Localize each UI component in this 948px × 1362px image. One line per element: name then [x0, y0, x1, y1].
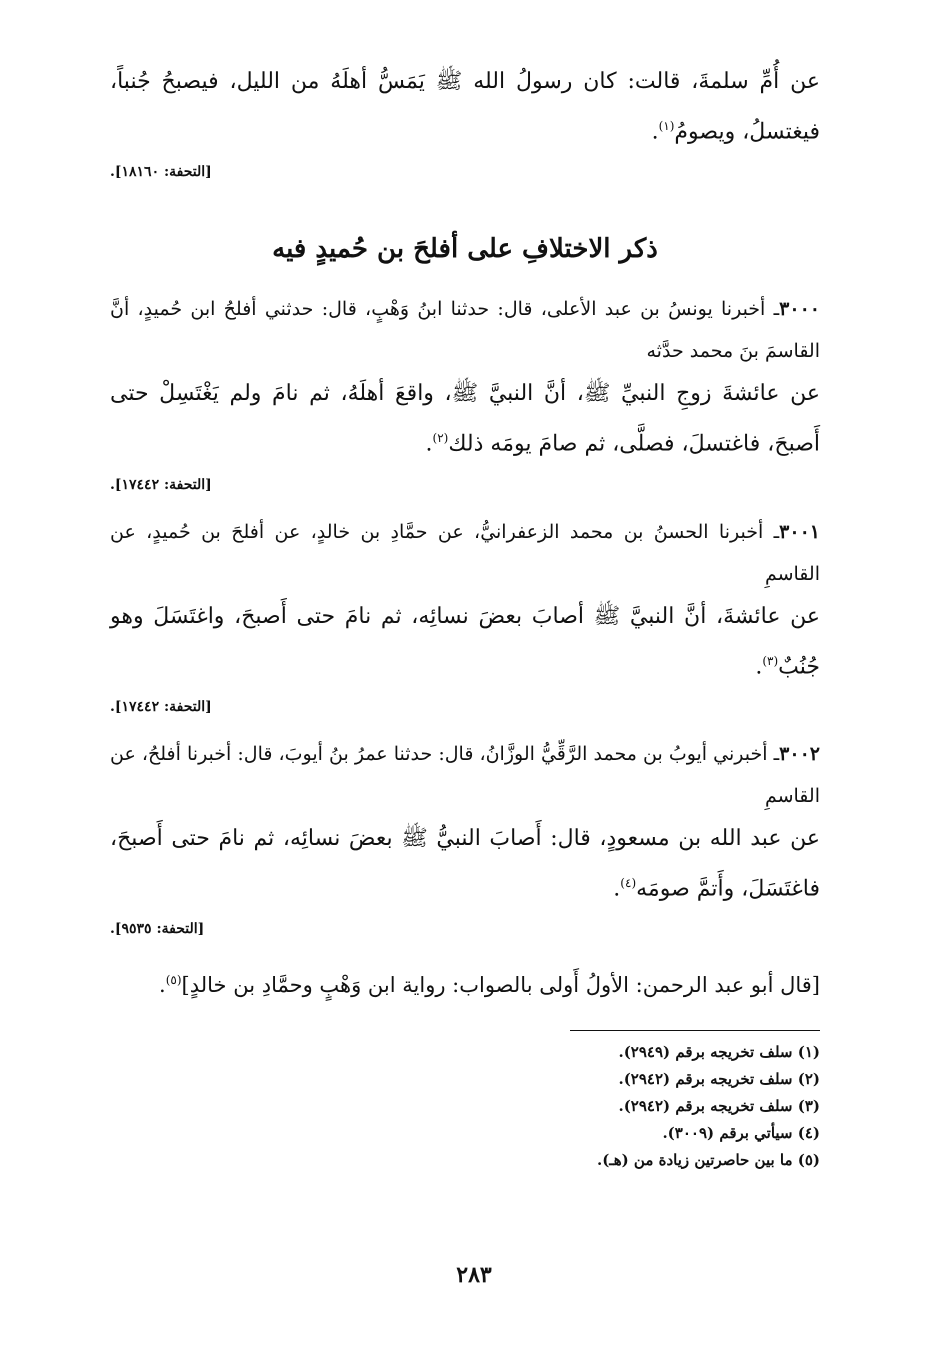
hadith-3000-matn: [110, 372, 820, 466]
author-comment-end: .: [159, 973, 166, 998]
footnote-1: (١) سلف تخريجه برقم (٢٩٤٩).: [618, 1043, 820, 1062]
author-comment: [110, 957, 820, 1008]
footnote-4: (٤) سيأتي برقم (٣٠٠٩).: [662, 1124, 820, 1143]
footnote-5: (٥) ما بين حاصرتين زيادة من (هـ).: [596, 1151, 820, 1170]
page-body: [110, 60, 820, 1174]
hadith-3001-end: .: [755, 653, 763, 679]
intro-end: .: [651, 119, 659, 145]
page-number: ٢٨٣: [456, 1262, 492, 1288]
section-heading: ذكر الاختلافِ على أفلحَ بن حُميدٍ فيه: [272, 234, 658, 265]
hadith-3002-matn: [110, 817, 820, 911]
footnote-separator: [570, 1030, 820, 1031]
tuhfa-ref-3001: [التحفة: ١٧٤٤٢].: [110, 698, 212, 715]
footnote-marker-5: (٥): [165, 973, 182, 988]
footnote-2: (٢) سلف تخريجه برقم (٢٩٤٢).: [618, 1070, 820, 1089]
tuhfa-ref-3002: [التحفة: ٩٥٣٥].: [110, 921, 205, 938]
hadith-3001-isnad: [110, 511, 820, 595]
intro-matn: [110, 60, 820, 154]
intro-matn-text: عن أُمِّ سلمةَ، قالت: كان رسولُ الله ﷺ يَمَسُّ أهلَهُ من الليل، فيصبحُ جُنباً، فيغتسلُ، ويصومُ: [110, 69, 820, 145]
tuhfa-ref-3000: [التحفة: ١٧٤٤٢].: [110, 476, 212, 493]
author-comment-text: [قال أبو عبد الرحمن: الأولُ أَولى بالصواب: رواية ابن وَهْبٍ وحمَّادِ بن خالدٍ]: [181, 973, 820, 998]
hadith-number-3000: ٣٠٠٠: [779, 298, 820, 321]
hadith-number-3001: ٣٠٠١: [779, 520, 820, 543]
hadith-3001-matn-text: عن عائشةَ، أنَّ النبيَّ ﷺ أصابَ بعضَ نسائِه، ثم نامَ حتى أَصبحَ، واغتَسَلَ وهو جُنُبٌ: [110, 603, 820, 679]
footnote-marker-1: (١): [658, 119, 675, 133]
tuhfa-ref-intro: [التحفة: ١٨١٦٠].: [110, 164, 212, 181]
hadith-3001-matn: [110, 595, 820, 689]
hadith-3000-matn-text: عن عائشةَ زوجِ النبيِّ ﷺ، أنَّ النبيَّ ﷺ، واقعَ أهلَهُ، ثم نامَ ولم يَغْتَسِلْ حتى أَصبحَ، فاغتسلَ، فصلَّى، ثم صامَ يومَه ذلك: [110, 381, 820, 457]
hadith-3002-matn-text: عن عبد الله بن مسعودٍ، قال: أَصابَ النبيُّ ﷺ بعضَ نسائِه، ثم نامَ حتى أَصبحَ، فاغتَسَلَ، وأَتمَّ صومَه: [110, 825, 820, 902]
hadith-number-3002: ٣٠٠٢: [779, 742, 820, 765]
hadith-3002-isnad: [110, 733, 820, 817]
hadith-3000-isnad-text: ـ أخبرنا يونسُ بن عبد الأعلى، قال: حدثنا ابنُ وَهْبٍ، قال: حدثني أفلحُ ابن حُميدٍ، أنَّ القاسمَ بنَ محمد حدَّثه: [110, 298, 820, 363]
hadith-3000-isnad: [110, 288, 820, 372]
footnote-marker-2: (٢): [432, 431, 449, 446]
footnote-3: (٣) سلف تخريجه برقم (٢٩٤٢).: [618, 1097, 820, 1116]
hadith-3000-end: .: [425, 431, 433, 457]
hadith-3002-isnad-text: ـ أخبرني أيوبُ بن محمد الرَّقِّيُّ الوزَّانُ، قال: حدثنا عمرُ بنُ أيوبَ، قال: أخبرنا أفلحُ، عن القاسمِ: [110, 742, 820, 807]
footnote-marker-4: (٤): [620, 875, 637, 890]
hadith-3001-isnad-text: ـ أخبرنا الحسنُ بن محمد الزعفرانيُّ، عن حمَّادِ بن خالدٍ، عن أفلحَ بن حُميدٍ، عن القاسمِ: [110, 520, 820, 585]
hadith-3002-end: .: [613, 876, 621, 902]
footnote-marker-3: (٣): [762, 653, 779, 668]
